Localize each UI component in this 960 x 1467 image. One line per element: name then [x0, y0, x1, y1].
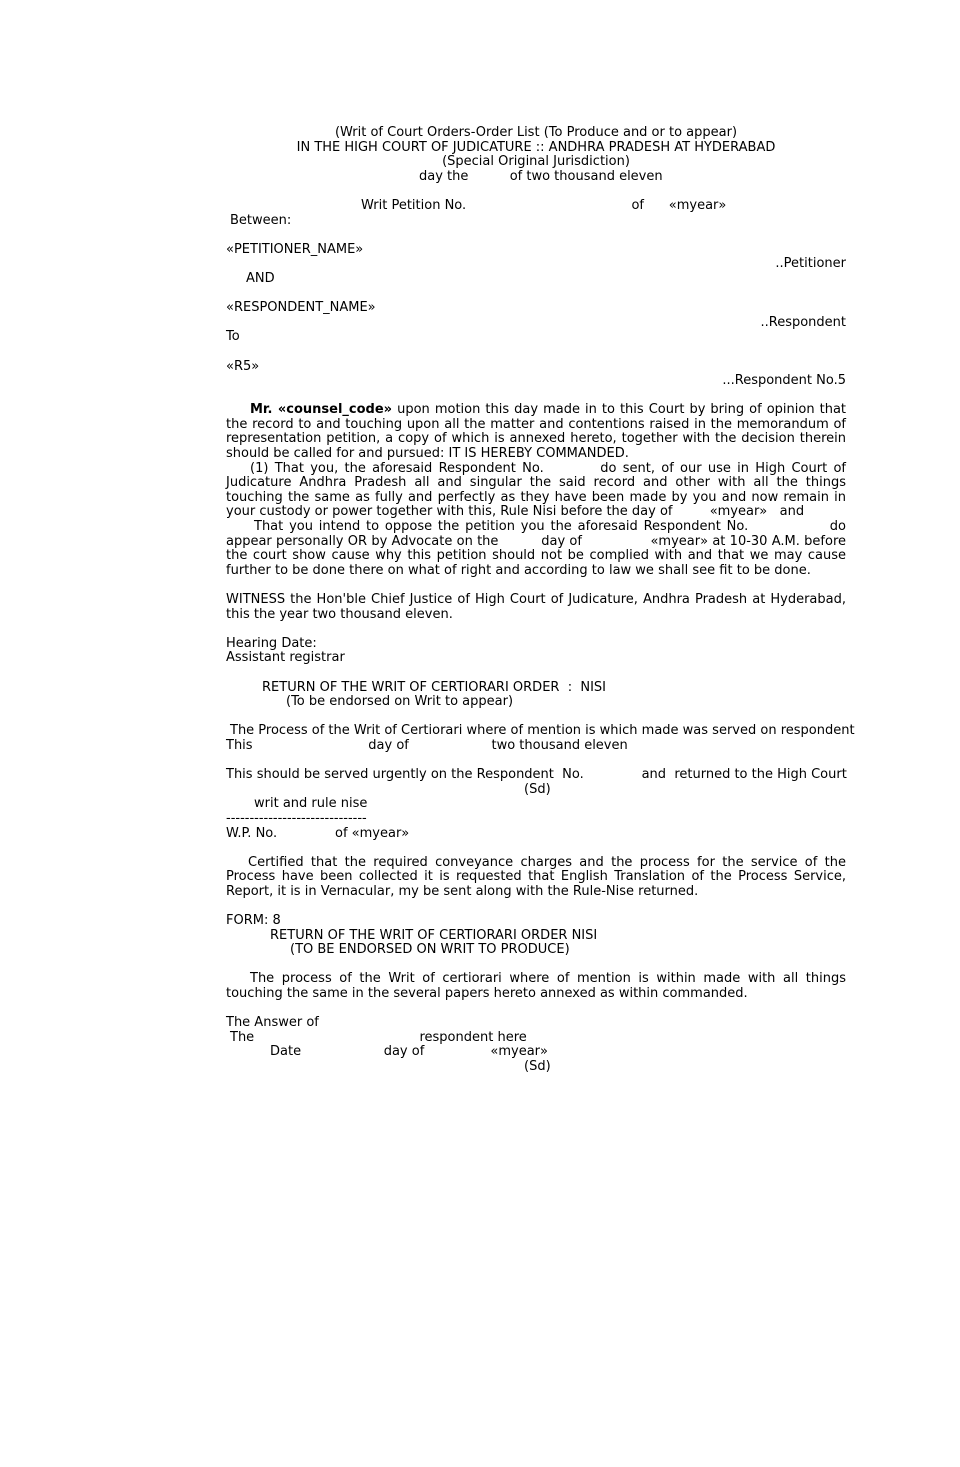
this-day-line: This day of two thousand eleven: [226, 737, 628, 753]
court-name: IN THE HIGH COURT OF JUDICATURE :: ANDHRA PRADESH AT HYDERABAD: [296, 139, 776, 155]
r5-placeholder: «R5»: [226, 358, 260, 374]
form-process-paragraph: The process of the Writ of certiorari where of mention is within made with all things touching the same in the several papers hereto annexed as within commanded.: [226, 971, 846, 1002]
between-label: Between:: [230, 212, 292, 228]
to-label: To: [226, 329, 240, 345]
paragraph-1: (1) That you, the aforesaid Respondent No. do sent, of our use in High Court of Judicature Andhra Pradesh all and singular the said record and other with all the things touching the same as fully and perfectly as they have been made by you and now remain in your custody or power together with this, Rule Nisi before the day of «myear» and: [226, 460, 851, 520]
dash-divider: ------------------------------: [226, 810, 367, 826]
paragraph-oppose: That you intend to oppose the petition you the aforesaid Respondent No. do appear personally OR by Advocate on the day of «myear» at 10-30 A.M. before the court show cause why this petition should not be complied with and that we may cause further to be done there on what of right and according to law we shall see fit to be done.: [226, 519, 851, 578]
return-title: RETURN OF THE WRIT OF CERTIORARI ORDER : NISI: [262, 679, 606, 695]
counsel-code: Mr. «counsel_code»: [250, 402, 393, 418]
petitioner-label: ..Petitioner: [775, 256, 846, 272]
form-subtitle: (TO BE ENDORSED ON WRIT TO PRODUCE): [290, 942, 570, 958]
witness-paragraph: WITNESS the Hon'ble Chief Justice of High Court of Judicature, Andhra Pradesh at Hyderabad, this the year two thousand eleven.: [226, 592, 846, 622]
commanded-paragraph: [226, 403, 846, 461]
respondent5-label: ...Respondent No.5: [722, 373, 846, 389]
signature-sd-1: (Sd): [524, 781, 551, 797]
respondent-label: ..Respondent: [760, 314, 846, 330]
respondent-name: «RESPONDENT_NAME»: [226, 300, 376, 316]
certified-paragraph: Certified that the required conveyance charges and the process for the service of the Process have been collected it is requested that English Translation of the Process Service, Report, it is in Vernacular, my be sent along with the Rule-Nise returned.: [226, 854, 846, 899]
served-urgently-line: This should be served urgently on the Respondent No. and returned to the High Court: [226, 767, 847, 783]
assistant-registrar: Assistant registrar: [226, 650, 345, 666]
hearing-date: Hearing Date:: [226, 635, 317, 651]
date-line: day the of two thousand eleven: [419, 168, 663, 184]
form-title: RETURN OF THE WRIT OF CERTIORARI ORDER NISI: [270, 927, 598, 943]
answer-date-line: Date day of «myear»: [270, 1044, 548, 1060]
respondent-here-line: The respondent here: [230, 1029, 527, 1045]
header-title: (Writ of Court Orders-Order List (To Produce and or to appear): [334, 125, 738, 140]
form-label: FORM: 8: [226, 913, 281, 929]
answer-of: The Answer of: [226, 1015, 319, 1031]
and-label: AND: [246, 270, 275, 286]
petitioner-name: «PETITIONER_NAME»: [226, 241, 364, 257]
document-page: [226, 125, 855, 1075]
writ-rule-nise: writ and rule nise: [254, 796, 368, 812]
wp-number-line: W.P. No. of «myear»: [226, 825, 410, 841]
writ-petition-line: Writ Petition No. of «myear»: [361, 197, 727, 213]
jurisdiction: (Special Original Jurisdiction): [442, 154, 630, 170]
signature-sd-2: (Sd): [524, 1059, 551, 1074]
process-served: The Process of the Writ of Certiorari where of mention is which made was served on respondent: [230, 723, 855, 739]
return-subtitle: (To be endorsed on Writ to appear): [286, 694, 514, 710]
commanded-text: upon motion this day made in to this Court by bring of opinion that the record to and touching upon all the matter and contentions raised in the memorandum of representation petition, a copy of which is annexed hereto, together with the decision therein should be called for and pursued: IT IS HEREBY COMMANDED.: [226, 402, 847, 462]
